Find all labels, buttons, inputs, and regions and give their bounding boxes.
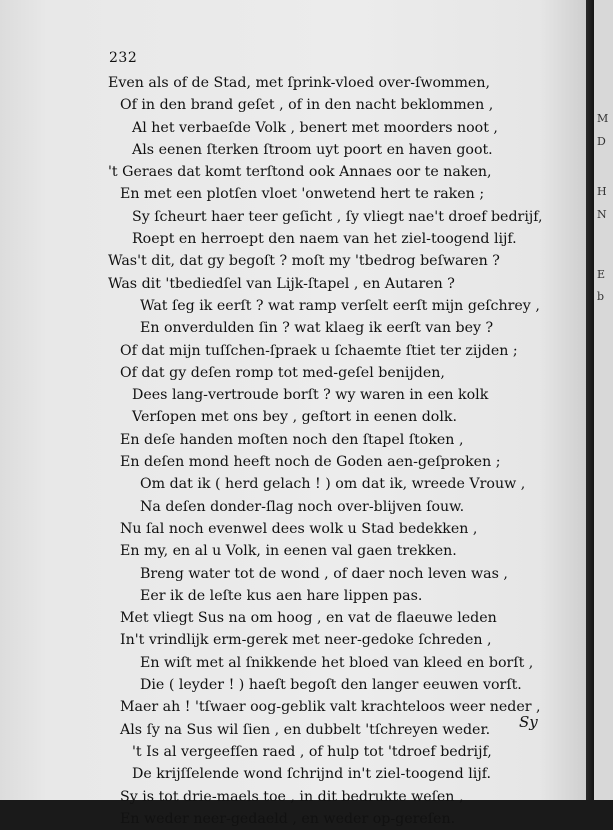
verse-line: 't Geraes dat komt terſtond ook Annaes oor te naken, [108,164,492,181]
verse-line: Of dat mijn tuſſchen-ſpraek u ſchaemte ſtiet ter zijden ; [120,342,518,359]
verse-line: Of in den brand geſet , of in den nacht beklommen , [120,97,494,114]
verse-line: Al het verbaeſde Volk , benert met moorders noot , [132,119,498,136]
verse-line: De krijſſelende wond ſchrijnd in't ziel-toogend lijf. [132,766,491,783]
facing-page-letter: b [597,290,605,303]
verse-line: En deſe handen moſten noch den ſtapel ſtoken , [120,431,464,448]
facing-page-letter: E [597,268,606,281]
verse-line: Als eenen ſterken ſtroom uyt poort en haven goot. [132,141,493,158]
verse-line: En my, en al u Volk, in eenen val gaen trekken. [120,543,457,560]
facing-page-letter: M [597,112,609,125]
verse-line: Was't dit, dat gy begoſt ? moſt my 'tbedrog beſwaren ? [108,253,500,270]
verse-line: Om dat ik ( herd gelach ! ) om dat ik, wreede Vrouw , [140,476,526,493]
verse-line: Maer ah ! 'tſwaer oog-geblik valt krachteloos weer neder , [120,699,541,716]
verse-line: En wiſt met al ſnikkende het bloed van kleed en borſt , [140,654,534,671]
verse-line: Sy ſcheurt haer teer geſicht , ſy vliegt nae't droef bedrijf, [132,208,543,225]
verse-line: Sy is tot drie-maels toe , in dit bedrukte weſen , [120,788,464,805]
verse-line: En deſen mond heeft noch de Goden aen-geſproken ; [120,454,501,471]
verse-line: Na deſen donder-ſlag noch over-blijven ſouw. [140,498,465,515]
verse-line: En weder neer-gedaeld , en weder op-gereſen. [120,810,456,827]
verse-line: Breng water tot de wond , of daer noch leven was , [140,565,508,582]
facing-page-edge [594,0,613,800]
verse-line: Roept en herroept den naem van het ziel-toogend lijf. [132,231,517,248]
verse-line: 't Is al vergeefſen raed , of hulp tot 'tdroef bedrijf, [132,743,492,760]
facing-page-letter: N [597,208,607,221]
verse-line: Even als of de Stad, met ſprink-vloed over-ſwommen, [108,75,490,91]
catchword: Sy [519,713,538,731]
verse-block [0,72,586,830]
verse-line: Was dit 'tbediedſel van Lijk-ſtapel , en Autaren ? [108,275,455,292]
verse-line: Die ( leyder ! ) haeſt begoſt den langer eeuwen vorſt. [140,677,522,694]
verse-line: En met een plotſen vloet 'onwetend hert te raken ; [120,186,485,203]
facing-page-letter: D [597,135,606,148]
verse-line: Dees lang-vertroude borſt ? wy waren in een kolk [132,387,489,404]
verse-line: Met vliegt Sus na om hoog , en vat de flaeuwe leden [120,610,497,627]
verse-line: In't vrindlijk erm-gerek met neer-gedoke ſchreden , [120,632,492,649]
page-number: 232 [109,50,138,66]
verse-line: En onverdulden ſin ? wat klaeg ik eerſt van bey ? [140,320,494,337]
facing-page-letter: H [597,185,607,198]
verse-line: Of dat gy deſen romp tot med-geſel benijden, [120,364,445,381]
verse-line: Nu ſal noch evenwel dees wolk u Stad bedekken , [120,520,478,537]
verse-line: Eer ik de leſte kus aen hare lippen pas. [140,587,423,604]
verse-line: Verſopen met ons bey , geſtort in eenen dolk. [132,409,457,426]
verse-line: Wat ſeg ik eerſt ? wat ramp verſelt eerſt mijn geſchrey , [140,297,540,314]
verse-line: Als ſy na Sus wil ſien , en dubbelt 'tſchreyen weder. [120,721,491,738]
